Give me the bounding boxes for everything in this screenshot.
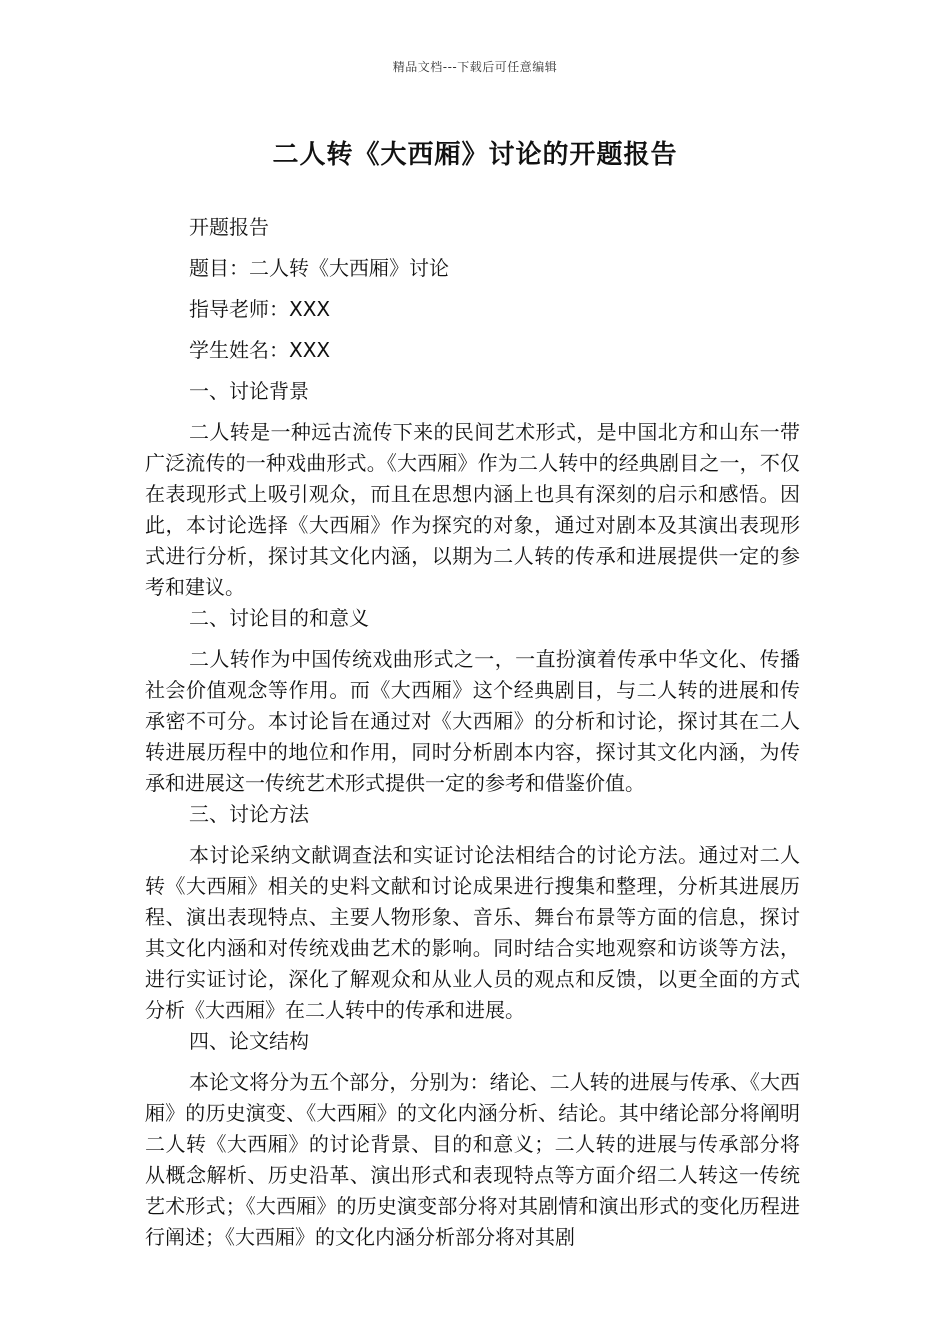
section-paragraph-structure: 本论文将分为五个部分，分别为：绪论、二人转的进展与传承、《大西厢》的历史演变、《大西厢》的文化内涵分析、结论。其中绪论部分将阐明二人转《大西厢》的讨论背景、目的和意义；二人转的进展与传承部分将从概念解析、历史沿革、演出形式和表现特点等方面介绍二人转这一传统艺术形式；《大西厢》的历史演变部分将对其剧情和演出形式的变化历程进行阐述；《大西厢》的文化内涵分析部分将对其剧 — [145, 1070, 800, 1249]
section-heading-background: 一、讨论背景 — [189, 379, 309, 403]
document-title: 二人转《大西厢》讨论的开题报告 — [272, 140, 678, 170]
document-body — [145, 212, 800, 1253]
advisor-line: 指导老师：XXX — [189, 297, 331, 321]
section-paragraph-purpose: 二人转作为中国传统戏曲形式之一，一直扮演着传承中华文化、传播社会价值观念等作用。而《大西厢》这个经典剧目，与二人转的进展和传承密不可分。本讨论旨在通过对《大西厢》的分析和讨论，探讨其在二人转进展历程中的地位和作用，同时分析剧本内容，探讨其文化内涵，为传承和进展这一传统艺术形式提供一定的参考和借鉴价值。 — [145, 647, 800, 795]
student-line: 学生姓名：XXX — [189, 338, 331, 362]
report-label: 开题报告 — [189, 215, 269, 239]
topic-line: 题目：二人转《大西厢》讨论 — [189, 256, 449, 280]
section-heading-structure: 四、论文结构 — [189, 1029, 309, 1053]
section-paragraph-background: 二人转是一种远古流传下来的民间艺术形式，是中国北方和山东一带广泛流传的一种戏曲形式。《大西厢》作为二人转中的经典剧目之一，不仅在表现形式上吸引观众，而且在思想内涵上也具有深刻的启示和感悟。因此，本讨论选择《大西厢》作为探究的对象，通过对剧本及其演出表现形式进行分析，探讨其文化内涵，以期为二人转的传承和进展提供一定的参考和建议。 — [145, 420, 800, 599]
section-heading-method: 三、讨论方法 — [189, 802, 309, 826]
section-paragraph-method: 本讨论采纳文献调查法和实证讨论法相结合的讨论方法。通过对二人转《大西厢》相关的史料文献和讨论成果进行搜集和整理，分析其进展历程、演出表现特点、主要人物形象、音乐、舞台布景等方面的信息，探讨其文化内涵和对传统戏曲艺术的影响。同时结合实地观察和访谈等方法，进行实证讨论，深化了解观众和从业人员的观点和反馈，以更全面的方式分析《大西厢》在二人转中的传承和进展。 — [145, 843, 800, 1022]
header-note: 精品文档---下载后可任意编辑 — [392, 60, 558, 74]
section-heading-purpose: 二、讨论目的和意义 — [189, 606, 369, 630]
